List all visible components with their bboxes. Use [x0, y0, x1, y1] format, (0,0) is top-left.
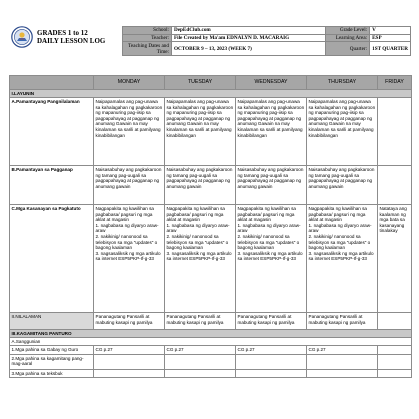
row-label: A.Pamantayang Pangnilalaman [10, 98, 94, 166]
table-cell: Naisasabuhay ang pagkakaroon ng tamang pag-uugali sa pagpapahayag at pagganap ng anumang gawain [94, 166, 165, 205]
day-header: WEDNESDAY [236, 76, 307, 90]
day-header-row [10, 76, 412, 90]
row-pagganap [10, 166, 412, 205]
section-row-sanggunian [10, 338, 412, 346]
day-header: MONDAY [94, 76, 165, 90]
table-cell: Nagpapakita ng kawilihan sa pagbabasa/ pagsuri ng mga aklat at magasin 1. nagbabasa ng diyaryo araw-araw 2. nakikinig/ nanonood sa telebisyon sa mga "updates" o bagong kaalaman 3. nagsasaliksik ng mga artikulo sa internet ESP5PKP-If-g-33 [165, 205, 236, 313]
table-cell: Natataya ang kaalaman ng mga bata sa kasanayang tinalakay [378, 205, 412, 313]
table-cell [378, 346, 412, 355]
table-cell: CG p.27 [165, 346, 236, 355]
grade-label: Grade Level: [326, 27, 370, 35]
table-cell: Pananagutang Pansarili at mabuting kasapi ng pamilya [307, 313, 378, 330]
table-cell: CG p.27 [94, 346, 165, 355]
teacher-label: Teacher: [123, 34, 172, 42]
row-label: II.NILALAMAN [10, 313, 94, 330]
corner-cell [10, 76, 94, 90]
table-cell: Naipapamalas ang pag-unawa sa kahalagahan ng pagkakaroon ng mapanuring pag-iisip sa pagpapahayag at pagganap ng anumang Gawain na may kinalaman sa sarili at pamilyang kinabibilangan [307, 98, 378, 166]
school-label: School: [123, 27, 172, 35]
table-cell [378, 98, 412, 166]
row-pagkatuto [10, 205, 412, 313]
day-header: THURSDAY [307, 76, 378, 90]
table-cell [94, 354, 165, 369]
table-cell [165, 369, 236, 378]
area-value: ESP [370, 34, 411, 42]
teacher-value: File Created by Ma'am EDNALYN D. MACARAIG [172, 34, 326, 42]
table-cell: Nagpapakita ng kawilihan sa pagbabasa/ pagsuri ng mga aklat at magasin 1. nagbabasa ng diyaryo araw- araw 2. nakikinig/ nanonood sa telebisyon sa mga "updates" o bagong kaalaman 3. nagsasaliksik ng mga artikulo sa internet ESP5PKP-If-g-33 [307, 205, 378, 313]
row-kagamitan-mag-aaral [10, 354, 412, 369]
table-cell: Naisasabuhay ang pagkakaroon ng tamang pag-uugali sa pagpapahayag at pagganap ng anumang gawain [165, 166, 236, 205]
grade-value: V [370, 27, 411, 35]
dates-value: OCTOBER 9 – 13, 2023 (WEEK 7) [172, 42, 326, 56]
table-cell: Nagpapakita ng kawilihan sa pagbabasa/ pagsuri ng mga aklat at magasin 1. nagbabasa ng diyaryo araw-araw 2. nakikinig/ nanonood sa telebisyon sa mga "updates" o bagong kaalaman 3. nagsasaliksik ng mga artikulo sa internet ESP5PKP-If-g-33 [236, 205, 307, 313]
row-gabay [10, 346, 412, 355]
title-line-2: DAILY LESSON LOG [37, 37, 106, 45]
table-cell [378, 354, 412, 369]
section-layunin: I.LAYUNIN [10, 90, 412, 98]
section-sanggunian: A.Sanggunian [10, 338, 412, 346]
table-cell: CG p.27 [307, 346, 378, 355]
quarter-label: Quarter: [326, 42, 370, 56]
row-label: 3.Mga pahina sa teksbuk [10, 369, 94, 378]
table-cell [307, 369, 378, 378]
section-row-kagamitan [10, 330, 412, 338]
lesson-grid [9, 75, 412, 378]
table-cell [378, 166, 412, 205]
daily-lesson-log-page [9, 26, 411, 376]
table-cell [378, 369, 412, 378]
quarter-value: 1ST QUARTER [370, 42, 411, 56]
row-label: 1.Mga pahina sa Gabay ng Guro [10, 346, 94, 355]
area-label: Learning Area: [326, 34, 370, 42]
table-cell: Naisasabuhay ang pagkakaroon ng tamang pag-uugali sa pagpapahayag at pagganap ng anumang gawain [236, 166, 307, 205]
table-cell: Naipapamalas ang pag-unawa sa kahalagahan ng pagkakaroon ng mapanuring pag-iisip sa pagpapahayag at pagganap ng anumang Gawain na may kinalaman sa sarili at pamilyang kinabibilangan [94, 98, 165, 166]
row-label: B.Pamantayan sa Pagganap [10, 166, 94, 205]
header-info-table [122, 26, 411, 56]
section-kagamitan: III.KAGAMITANG PANTURO [10, 330, 412, 338]
row-label: 2.Mga pahina sa kagamitang pang-mag-aaral [10, 354, 94, 369]
section-row-layunin [10, 90, 412, 98]
table-cell [378, 313, 412, 330]
table-cell: Pananagutang Pansarili at mabuting kasapi ng pamilya [94, 313, 165, 330]
day-header: TUESDAY [165, 76, 236, 90]
table-cell: Pananagutang Pansarili at mabuting kasapi ng pamilya [236, 313, 307, 330]
row-label: C.Mga Kasanayan sa Pagkatuto [10, 205, 94, 313]
row-nilalaman [10, 313, 412, 330]
table-cell [236, 354, 307, 369]
title-line-1: GRADES 1 to 12 [37, 29, 88, 37]
day-header: FRIDAY [378, 76, 412, 90]
row-pangnilalaman [10, 98, 412, 166]
table-cell [236, 369, 307, 378]
table-cell: Nagpapakita ng kawilihan sa pagbabasa/ pagsuri ng mga aklat at magasin 1. nagbabasa ng diyaryo araw-araw 2. nakikinig/ nanonood sa telebisyon sa mga "updates" o bagong kaalaman 3. nagsasaliksik ng mga artikulo sa internet ESP5PKP-If-g-33 [94, 205, 165, 313]
table-cell: Naipapamalas ang pag-unawa sa kahalagahan ng pagkakaroon ng mapanuring pag-iisip sa pagpapahayag at pagganap ng anumang Gawain na may kinalaman sa sarili at pamilyang kinabibilangan [165, 98, 236, 166]
deped-seal-icon [11, 26, 33, 48]
table-cell: Naipapamalas ang pag-unawa sa kahalagahan ng pagkakaroon ng mapanuring pag-iisip sa pagpapahayag at pagganap ng anumang Gawain na may kinalaman sa sarili at pamilyang kinabibilangan [236, 98, 307, 166]
table-cell: CG p.27 [236, 346, 307, 355]
table-cell [94, 369, 165, 378]
table-cell [165, 354, 236, 369]
dates-label: Teaching Dates and Time: [123, 42, 172, 56]
school-value: DepEdClub.com [172, 27, 326, 35]
header [9, 26, 411, 72]
log-title [37, 29, 105, 45]
row-teksbuk [10, 369, 412, 378]
table-cell: Naisasabuhay ang pagkakaroon ng tamang pag-uugali sa pagpapahayag at pagganap ng anumang gawain [307, 166, 378, 205]
table-cell [307, 354, 378, 369]
table-cell: Pananagutang Pansarili at mabuting kasapi ng pamilya [165, 313, 236, 330]
